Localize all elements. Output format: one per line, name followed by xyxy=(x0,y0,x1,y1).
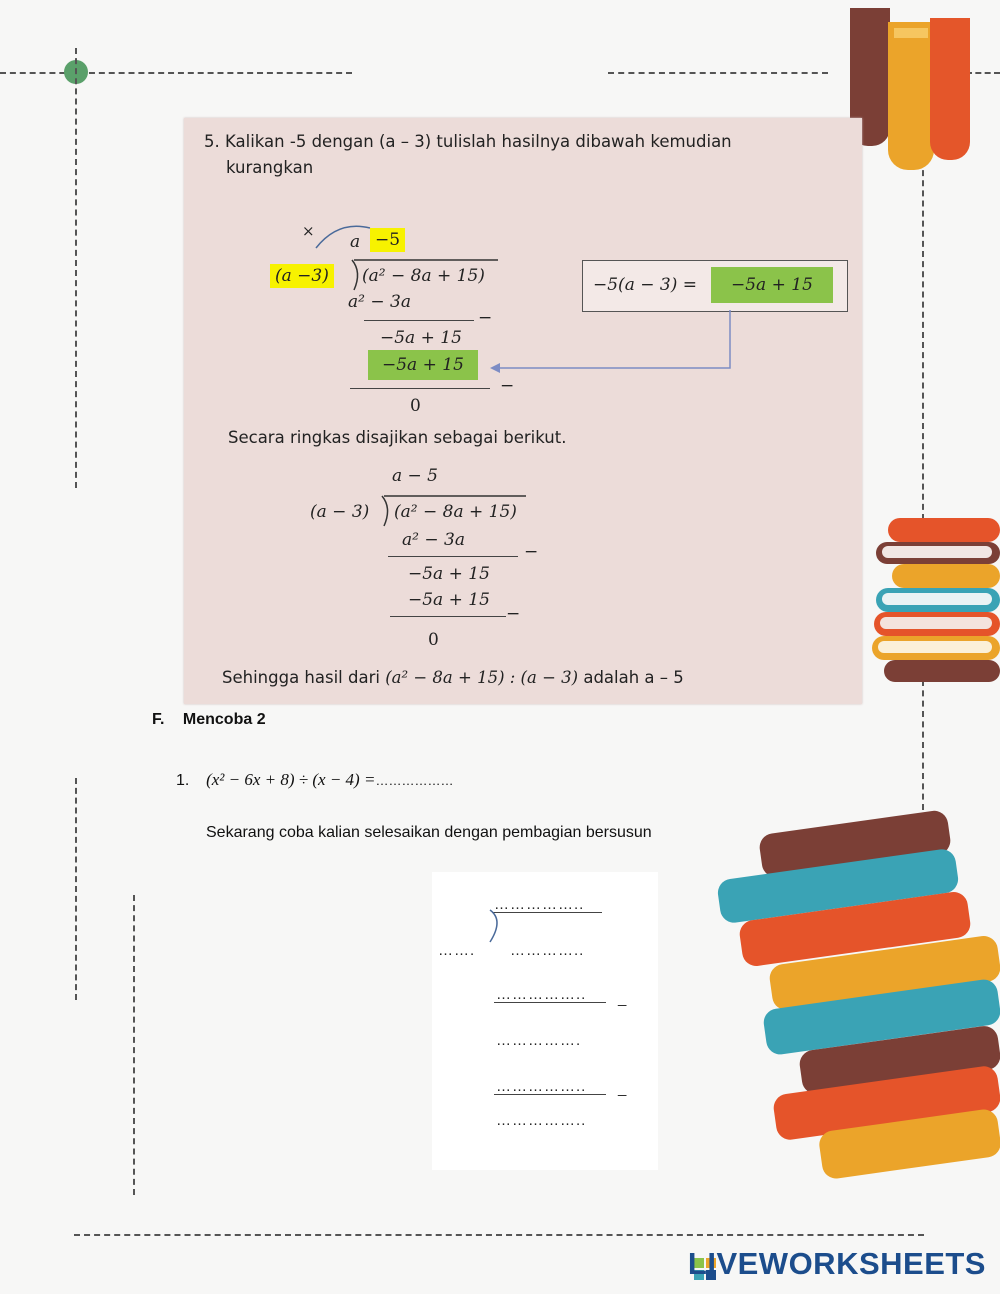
answer-quotient-blank[interactable]: …………….. xyxy=(494,896,585,913)
conclusion xyxy=(222,668,684,687)
summary-divisor: (a − 3) xyxy=(310,502,370,522)
frame-dash-bottom xyxy=(74,1234,924,1236)
question-1 xyxy=(176,770,453,790)
answer-quotient-line xyxy=(492,912,602,913)
divisor: (a −3) xyxy=(270,264,334,288)
times-symbol: × xyxy=(302,222,315,240)
frame-dash-left-bottom xyxy=(75,778,77,1000)
result-box-left: −5(a − 3) = xyxy=(593,275,697,295)
sub1: a² − 3a xyxy=(348,292,411,312)
question-instruction: Sekarang coba kalian selesaikan dengan pembagian bersusun xyxy=(206,824,652,841)
summary-sub2-line xyxy=(390,616,506,617)
answer-sub2-blank[interactable]: …………….. xyxy=(496,1078,587,1095)
sub1-minus: − xyxy=(478,308,493,328)
answer-division-bracket xyxy=(484,908,506,946)
answer-rem1-blank[interactable]: ……………. xyxy=(496,1032,582,1049)
answer-sub2-line xyxy=(494,1094,606,1095)
summary-sub1-minus: − xyxy=(524,542,539,562)
zero: 0 xyxy=(410,396,421,416)
answer-sub1-line xyxy=(494,1002,606,1003)
result-box xyxy=(582,260,848,312)
frame-dash-right xyxy=(922,160,924,520)
frame-dash-top-left xyxy=(0,72,352,74)
summary-sub1: a² − 3a xyxy=(402,530,465,550)
step-text-line2: kurangkan xyxy=(226,158,314,177)
books-stack-bottom-illustration xyxy=(700,800,1000,1180)
conclusion-pre: Sehingga hasil dari xyxy=(222,668,386,687)
summary-rem1: −5a + 15 xyxy=(408,564,490,584)
summary-dividend: (a² − 8a + 15) xyxy=(394,502,517,522)
summary-quotient: a − 5 xyxy=(392,466,439,486)
summary-sub2-minus: − xyxy=(506,604,521,624)
answer-sub2-minus: _ xyxy=(618,1080,628,1097)
sub2-line xyxy=(350,388,490,389)
sub2: −5a + 15 xyxy=(368,350,478,380)
frame-dash-left-inner xyxy=(133,895,135,1195)
multiply-arrow-arc xyxy=(308,218,378,258)
step-text-line1: 5. Kalikan -5 dengan (a – 3) tulislah hasilnya dibawah kemudian xyxy=(204,132,732,151)
result-box-right: −5a + 15 xyxy=(711,267,833,303)
section-heading-title: Mencoba 2 xyxy=(182,711,266,728)
rem1: −5a + 15 xyxy=(380,328,462,348)
frame-dash-left-top xyxy=(75,48,77,488)
summary-zero: 0 xyxy=(428,630,439,650)
answer-dividend-blank[interactable]: ………….. xyxy=(510,942,585,959)
frame-dash-top-right xyxy=(608,72,828,74)
question-number: 1. xyxy=(176,772,190,789)
books-top-illustration xyxy=(848,8,978,168)
summary-sub1-line xyxy=(388,556,518,557)
conclusion-math: (a² − 8a + 15) : (a − 3) xyxy=(385,668,579,687)
summary-intro: Secara ringkas disajikan sebagai berikut. xyxy=(228,428,567,447)
answer-divisor-blank[interactable]: ……. xyxy=(438,942,476,959)
conclusion-post: adalah a – 5 xyxy=(578,668,684,687)
liveworksheets-logo[interactable]: LIVEWORKSHEETS xyxy=(687,1246,986,1281)
quotient-a: a xyxy=(350,232,361,252)
example-panel xyxy=(184,118,862,704)
answer-sub1-minus: _ xyxy=(618,990,628,1007)
dividend: (a² − 8a + 15) xyxy=(362,266,485,286)
frame-dash-right-lower xyxy=(922,680,924,810)
section-heading-letter: F. xyxy=(152,711,165,728)
answer-rem2-blank[interactable]: …………….. xyxy=(496,1112,587,1129)
summary-sub2: −5a + 15 xyxy=(408,590,490,610)
sub1-line xyxy=(364,320,474,321)
answer-sub1-blank[interactable]: …………….. xyxy=(496,986,587,1003)
section-heading xyxy=(152,711,266,729)
books-stack-middle-illustration xyxy=(872,514,1000,684)
answer-box xyxy=(432,872,658,1170)
question-blank[interactable]: ……………… xyxy=(375,773,454,788)
sub2-minus: − xyxy=(500,376,515,396)
result-arrow xyxy=(484,308,744,378)
question-expression: (x² − 6x + 8) ÷ (x − 4) = xyxy=(206,770,376,789)
quotient-minus5: −5 xyxy=(370,228,405,252)
